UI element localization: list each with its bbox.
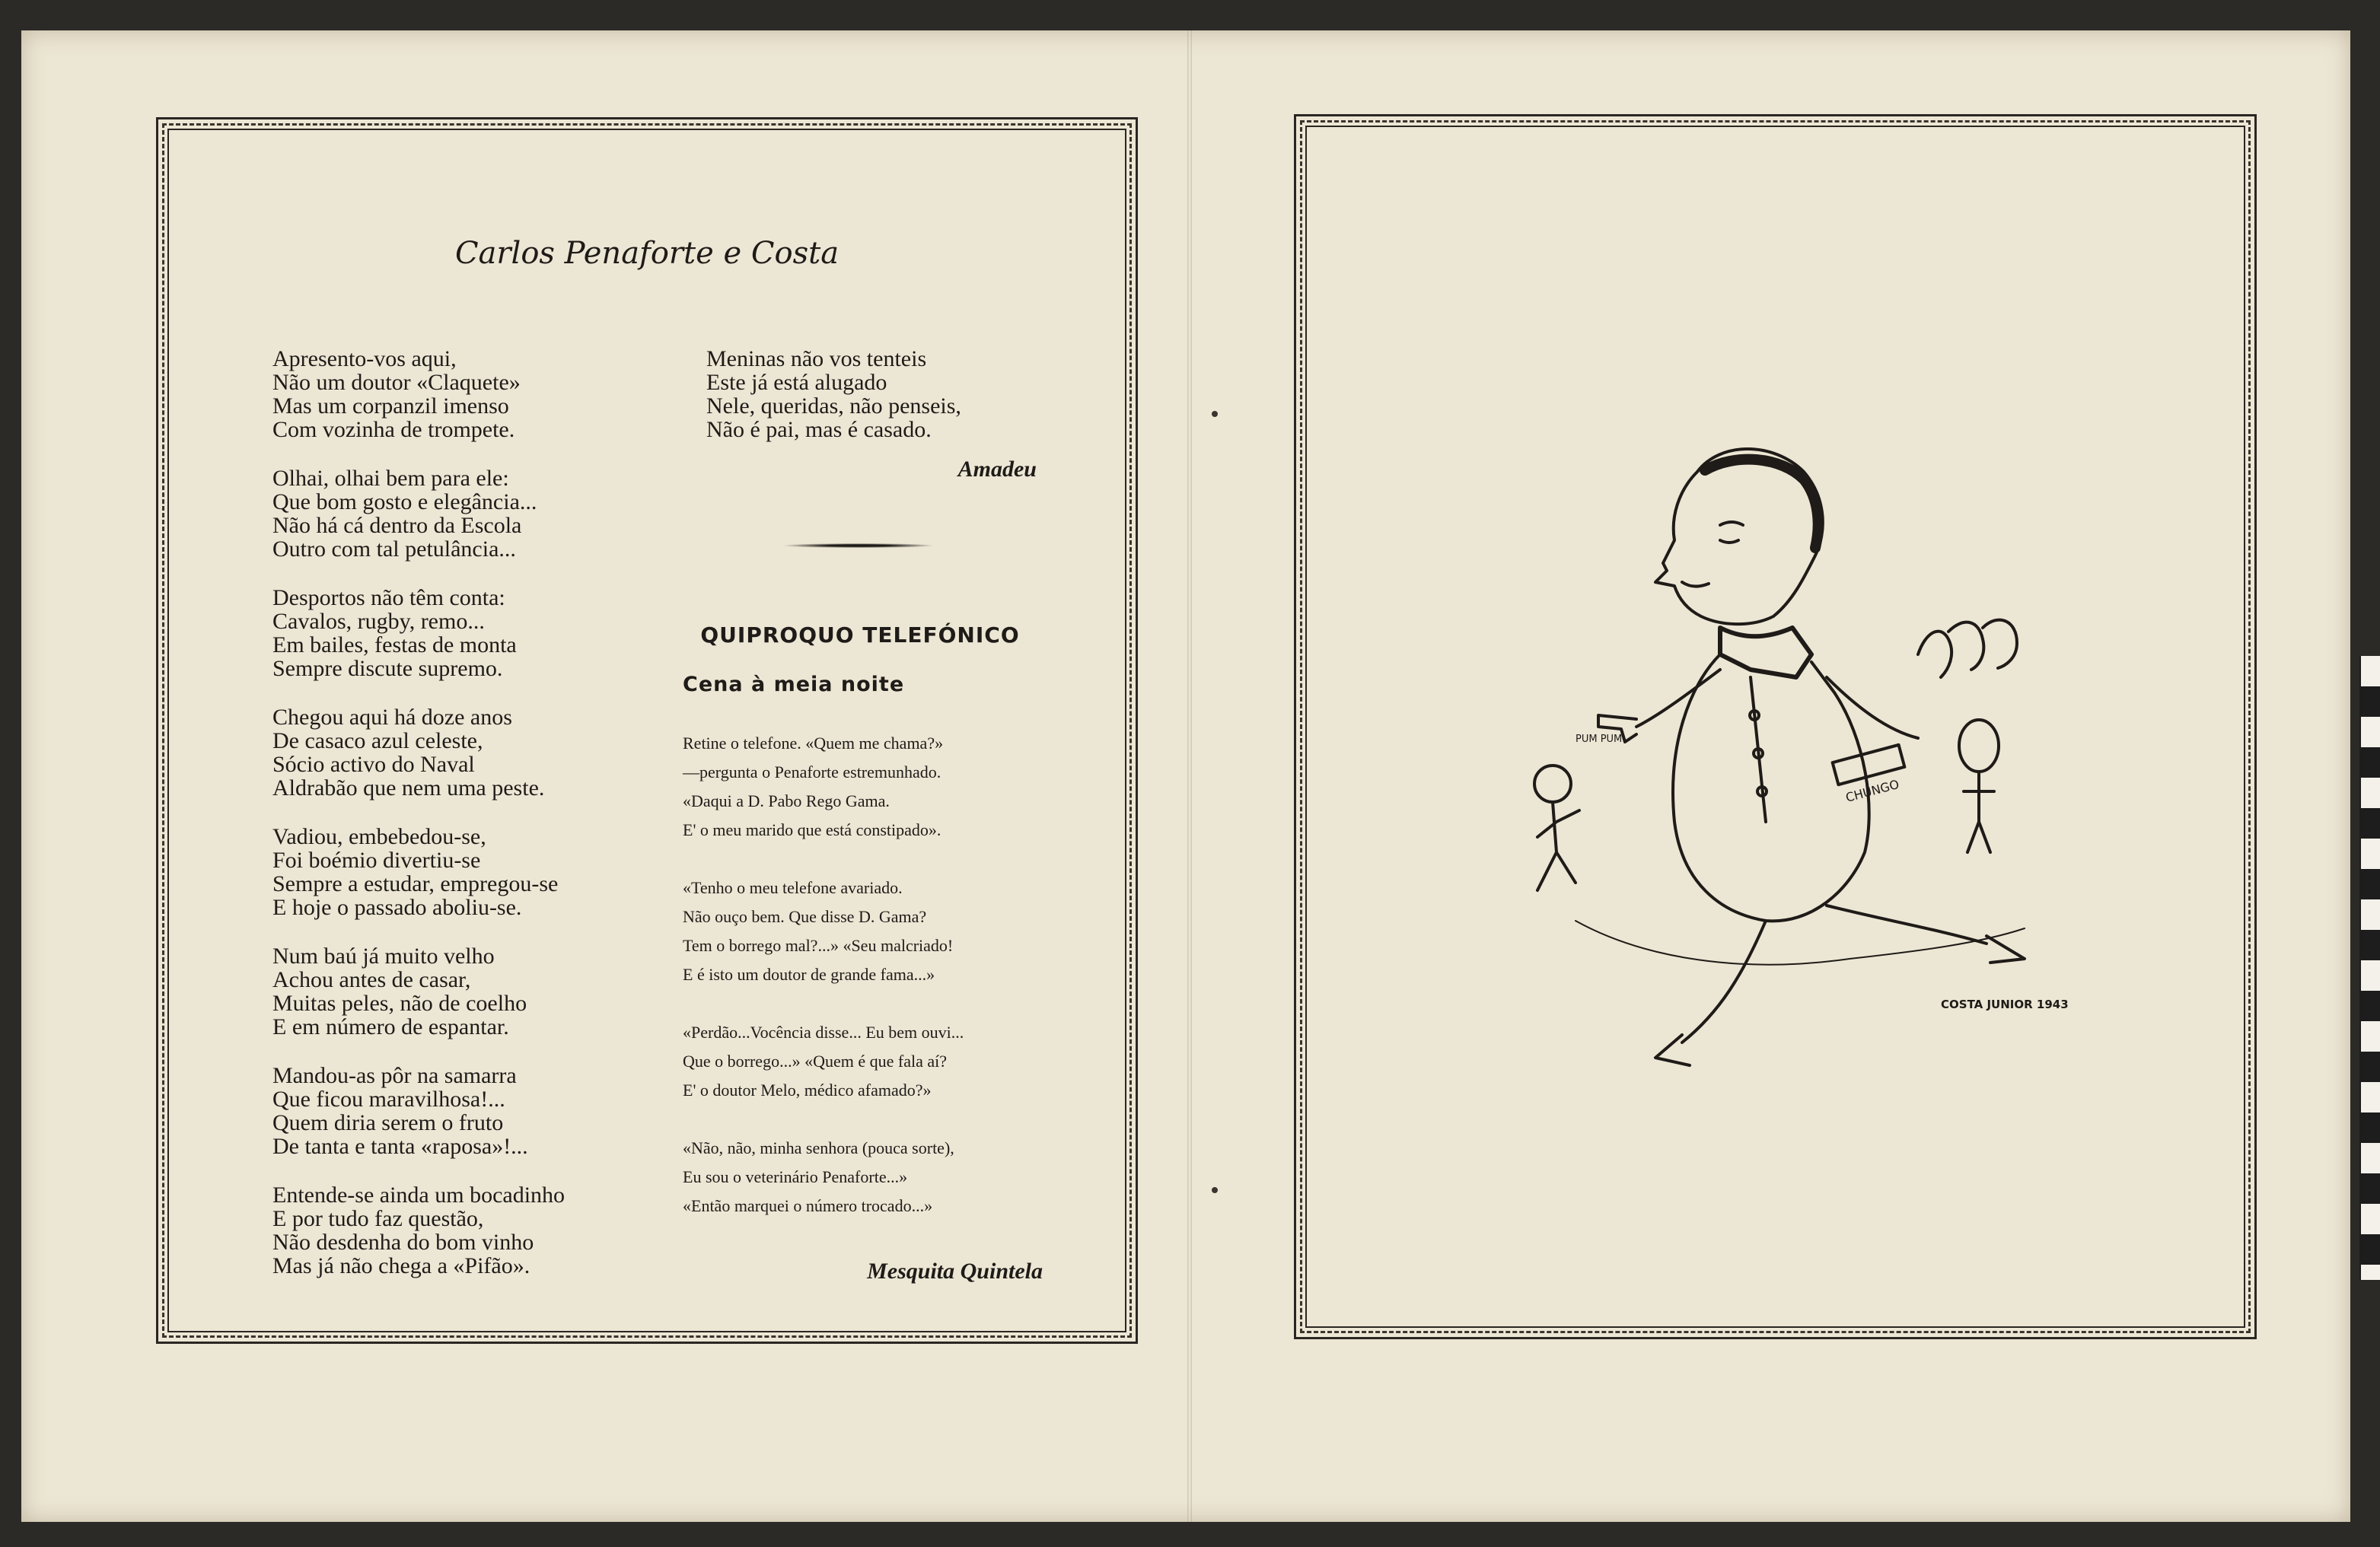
section-divider (784, 543, 933, 548)
text-line: E em número de espantar. (272, 1014, 509, 1039)
poem-stanza (272, 825, 638, 919)
poem-column-right (706, 347, 1026, 466)
scale-ruler (2359, 656, 2380, 1280)
coat-label: CHUNGO (1843, 776, 1901, 805)
text-line: Outro com tal petulância... (272, 536, 516, 562)
binding-staple (1212, 1187, 1218, 1193)
text-line: Não um doutor «Claquete» (272, 370, 521, 395)
text-line: E' o doutor Melo, médico afamado?» (683, 1081, 932, 1100)
section-subtitle: Cena à meia noite (683, 673, 905, 696)
text-line: Que o borrego...» «Quem é que fala aí? (683, 1052, 947, 1071)
poem-stanza (272, 1183, 638, 1278)
text-line: Mandou-as pôr na samarra (272, 1063, 517, 1088)
text-line: Sócio activo do Naval (272, 752, 475, 777)
prose-paragraph (683, 1134, 1040, 1221)
poem-signature: Amadeu (957, 457, 1037, 482)
text-line: Eu sou o veterinário Penaforte...» (683, 1167, 908, 1186)
text-line: Mas um corpanzil imenso (272, 393, 509, 419)
text-line: De casaco azul celeste, (272, 728, 483, 753)
poem-stanza (272, 705, 638, 800)
poem-stanza (272, 586, 638, 680)
text-line: Este já está alugado (706, 370, 887, 395)
text-line: Quem diria serem o fruto (272, 1110, 504, 1135)
text-line: «Tenho o meu telefone avariado. (683, 878, 903, 897)
shout-label: PUM PUM (1576, 734, 1623, 745)
prose-paragraph (683, 729, 1040, 845)
text-line: E' o meu marido que está constipado». (683, 820, 941, 839)
text-line: Meninas não vos tenteis (706, 346, 927, 371)
artist-signature: COSTA JUNIOR 1943 (1941, 998, 2069, 1011)
binding-staple (1212, 411, 1218, 417)
poem-stanza (272, 944, 638, 1039)
text-line: «Não, não, minha senhora (pouca sorte), (683, 1138, 954, 1157)
text-line: E é isto um doutor de grande fama...» (683, 965, 935, 984)
text-line: Muitas peles, não de coelho (272, 991, 527, 1016)
text-line: Aldrabão que nem uma peste. (272, 775, 545, 801)
text-line: Com vozinha de trompete. (272, 417, 515, 442)
text-line: Não desdenha do bom vinho (272, 1230, 534, 1255)
text-line: Achou antes de casar, (272, 967, 471, 992)
text-line: Sempre discute supremo. (272, 656, 503, 681)
text-line: «Daqui a D. Pabo Rego Gama. (683, 791, 890, 810)
poem-stanza (272, 1064, 638, 1158)
text-line: Retine o telefone. «Quem me chama?» (683, 734, 944, 753)
text-line: Não é pai, mas é casado. (706, 417, 932, 442)
text-line: Olhai, olhai bem para ele: (272, 466, 509, 491)
text-line: Não há cá dentro da Escola (272, 513, 522, 538)
poem-stanza (706, 347, 1026, 441)
text-line: Sempre a estudar, empregou-se (272, 871, 559, 896)
text-line: Vadiou, embebedou-se, (272, 824, 486, 849)
prose-paragraph (683, 1018, 1040, 1105)
text-line: Apresento-vos aqui, (272, 346, 457, 371)
prose-signature: Mesquita Quintela (867, 1259, 1043, 1284)
caricature-illustration (1492, 426, 2069, 1081)
text-line: Nele, queridas, não penseis, (706, 393, 961, 419)
text-line: Mas já não chega a «Pifão». (272, 1253, 530, 1278)
poem-stanza (272, 466, 638, 561)
text-line: Entende-se ainda um bocadinho (272, 1183, 566, 1208)
text-line: «Então marquei o número trocado...» (683, 1196, 933, 1215)
text-line: Num baú já muito velho (272, 944, 495, 969)
text-line: Que ficou maravilhosa!... (272, 1087, 505, 1112)
text-line: Cavalos, rugby, remo... (272, 609, 485, 634)
poem-title: Carlos Penaforte e Costa (454, 236, 840, 271)
prose-paragraph (683, 874, 1040, 989)
poem-stanza (272, 347, 638, 441)
text-line: Em bailes, festas de monta (272, 632, 517, 657)
section-title: QUIPROQUO TELEFÓNICO (700, 622, 1020, 648)
text-line: Chegou aqui há doze anos (272, 705, 512, 730)
text-line: Que bom gosto e elegância... (272, 489, 537, 514)
text-line: E hoje o passado aboliu-se. (272, 895, 522, 920)
book-spine (1187, 30, 1192, 1522)
text-line: —pergunta o Penaforte estremunhado. (683, 762, 941, 781)
text-line: Não ouço bem. Que disse D. Gama? (683, 907, 927, 926)
text-line: E por tudo faz questão, (272, 1206, 484, 1231)
text-line: Tem o borrego mal?...» «Seu malcriado! (683, 936, 954, 955)
text-line: Foi boémio divertiu-se (272, 848, 481, 873)
text-line: De tanta e tanta «raposa»!... (272, 1134, 528, 1159)
text-line: Desportos não têm conta: (272, 585, 505, 610)
poem-column-left (272, 347, 638, 1303)
text-line: «Perdão...Vocência disse... Eu bem ouvi... (683, 1023, 964, 1042)
